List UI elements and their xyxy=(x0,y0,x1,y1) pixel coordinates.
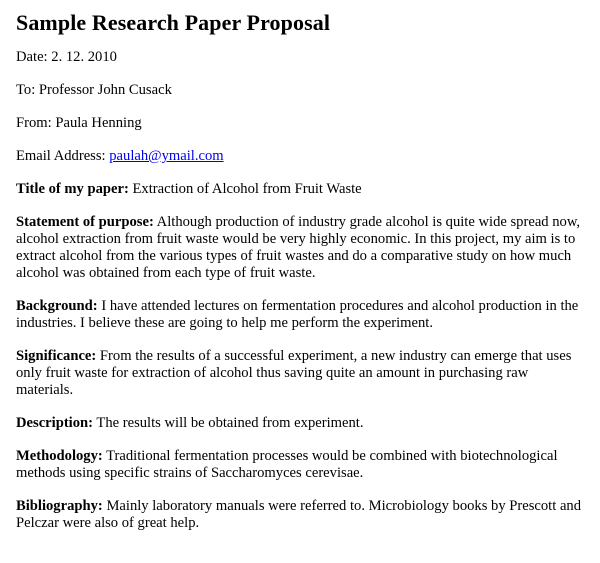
from-value: Paula Henning xyxy=(55,115,142,131)
statement-of-purpose-label: Statement of purpose: xyxy=(16,214,154,230)
from-line xyxy=(16,115,584,132)
email-label: Email Address: xyxy=(16,148,106,164)
date-line xyxy=(16,49,584,66)
title-of-paper-text: Extraction of Alcohol from Fruit Waste xyxy=(132,181,362,197)
email-link[interactable]: paulah@ymail.com xyxy=(109,148,224,164)
title-of-paper-label: Title of my paper: xyxy=(16,181,129,197)
to-line xyxy=(16,82,584,99)
background-text: I have attended lectures on fermentation procedures and alcohol production in the industries. I believe these are going to help me perform the experiment. xyxy=(16,298,579,331)
bibliography-label: Bibliography: xyxy=(16,498,103,514)
significance-text: From the results of a successful experiment, a new industry can emerge that uses only fruit waste for extraction of alcohol thus saving quite an amount in purchasing raw materials. xyxy=(16,348,572,398)
methodology-label: Methodology: xyxy=(16,448,103,464)
bibliography-text: Mainly laboratory manuals were referred to. Microbiology books by Prescott and Pelczar were also of great help. xyxy=(16,498,582,531)
description-section xyxy=(16,415,584,432)
background-section xyxy=(16,298,584,332)
statement-of-purpose-section xyxy=(16,214,584,282)
methodology-text: Traditional fermentation processes would be combined with biotechnological methods using specific strains of Saccharomyces cerevisae. xyxy=(16,448,558,481)
significance-section xyxy=(16,348,584,399)
background-label: Background: xyxy=(16,298,98,314)
to-value: Professor John Cusack xyxy=(38,82,172,98)
email-line xyxy=(16,148,584,165)
date-label: Date: xyxy=(16,49,48,65)
date-value: 2. 12. 2010 xyxy=(51,49,117,65)
statement-of-purpose-text: Although production of industry grade alcohol is quite wide spread now, alcohol extraction from fruit waste would be very highly economic. In this project, my aim is to extract alcohol from the various types of fruit wastes and do a comparative study on how much alcohol was obtained from each type of fruit waste. xyxy=(16,214,581,281)
from-label: From: xyxy=(16,115,52,131)
to-label: To: xyxy=(16,82,36,98)
title-of-paper-section xyxy=(16,181,584,198)
significance-label: Significance: xyxy=(16,348,97,364)
methodology-section xyxy=(16,448,584,482)
bibliography-section xyxy=(16,498,584,532)
page-title: Sample Research Paper Proposal xyxy=(16,10,331,35)
description-label: Description: xyxy=(16,415,94,431)
description-text: The results will be obtained from experiment. xyxy=(96,415,364,431)
